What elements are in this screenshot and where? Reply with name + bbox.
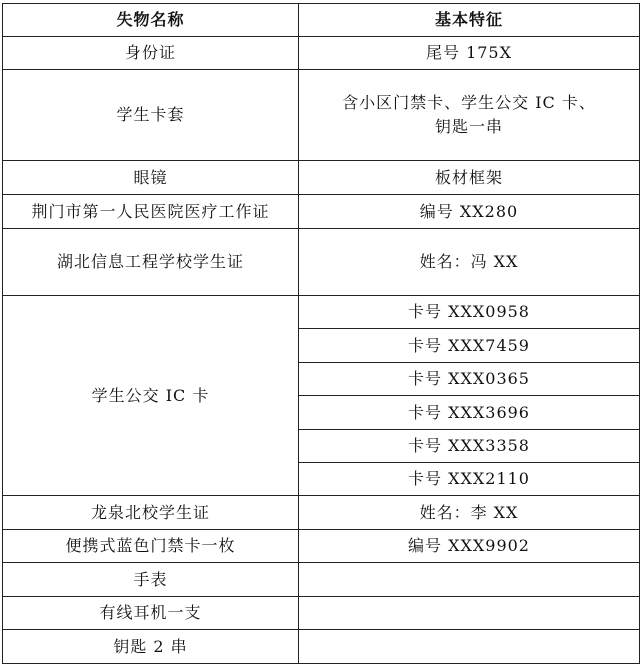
item-feature: 卡号 XXX2110 xyxy=(299,463,640,496)
table-row xyxy=(3,597,640,630)
item-feature xyxy=(299,597,640,630)
item-feature-cell xyxy=(299,70,640,161)
item-feature xyxy=(299,563,640,597)
item-feature: 卡号 XXX0958 xyxy=(299,296,640,329)
item-name: 钥匙 2 串 xyxy=(3,630,299,664)
table-row xyxy=(3,195,640,229)
header-item-name: 失物名称 xyxy=(3,4,299,37)
item-name: 湖北信息工程学校学生证 xyxy=(3,229,299,296)
item-name: 荆门市第一人民医院医疗工作证 xyxy=(3,195,299,229)
header-features: 基本特征 xyxy=(299,4,640,37)
item-feature: 含小区门禁卡、学生公交 IC 卡、钥匙一串 xyxy=(342,93,596,136)
item-feature: 编号 XXX9902 xyxy=(299,530,640,563)
table-row xyxy=(3,496,640,530)
table-row xyxy=(3,630,640,664)
item-name: 眼镜 xyxy=(3,161,299,195)
item-name: 有线耳机一支 xyxy=(3,597,299,630)
item-feature: 姓名：冯 XX xyxy=(299,229,640,296)
table-row xyxy=(3,37,640,70)
header-row xyxy=(3,4,640,37)
table-row xyxy=(3,530,640,563)
table-row xyxy=(3,229,640,296)
item-name: 学生公交 IC 卡 xyxy=(3,296,299,496)
item-name: 便携式蓝色门禁卡一枚 xyxy=(3,530,299,563)
item-feature: 卡号 XXX3696 xyxy=(299,396,640,430)
item-name: 学生卡套 xyxy=(3,70,299,161)
item-feature: 板材框架 xyxy=(299,161,640,195)
item-feature: 姓名：李 XX xyxy=(299,496,640,530)
table-row xyxy=(3,70,640,161)
lost-items-table xyxy=(2,3,640,664)
item-name: 龙泉北校学生证 xyxy=(3,496,299,530)
item-feature xyxy=(299,630,640,664)
item-feature: 编号 XX280 xyxy=(299,195,640,229)
item-feature: 卡号 XXX0365 xyxy=(299,363,640,396)
table-row xyxy=(3,161,640,195)
item-feature: 尾号 175X xyxy=(299,37,640,70)
item-feature: 卡号 XXX3358 xyxy=(299,430,640,463)
item-name: 身份证 xyxy=(3,37,299,70)
item-name: 手表 xyxy=(3,563,299,597)
item-feature: 卡号 XXX7459 xyxy=(299,329,640,363)
table-row xyxy=(3,296,640,329)
table-row xyxy=(3,563,640,597)
